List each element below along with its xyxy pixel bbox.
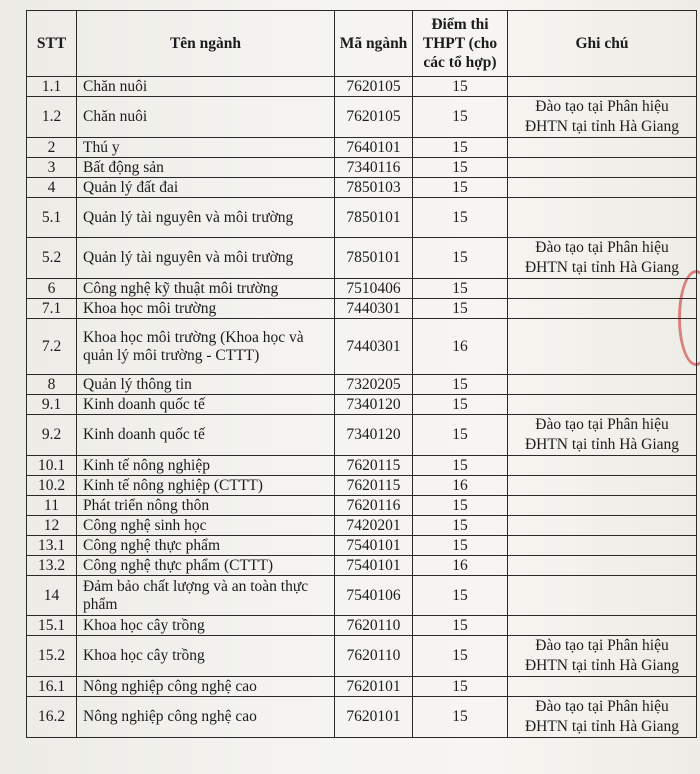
- cell-score: 15: [413, 697, 508, 738]
- table-row: [27, 616, 697, 636]
- cell-code: 7340116: [335, 158, 413, 178]
- cell-stt: 7.2: [27, 319, 77, 375]
- cell-note: Đào tạo tại Phân hiệu ĐHTN tại tỉnh Hà Giang: [508, 97, 697, 138]
- cell-name: Kinh doanh quốc tế: [77, 415, 335, 456]
- cell-code: 7340120: [335, 415, 413, 456]
- cell-stt: 13.1: [27, 536, 77, 556]
- cell-note: [508, 677, 697, 697]
- cell-name: Bất động sản: [77, 158, 335, 178]
- cell-score: 16: [413, 556, 508, 576]
- table-row: [27, 319, 697, 375]
- header-score: Điểm thi THPT (cho các tổ hợp): [413, 11, 508, 77]
- header-code: Mã ngành: [335, 11, 413, 77]
- cell-score: 15: [413, 516, 508, 536]
- cell-stt: 7.1: [27, 299, 77, 319]
- cell-stt: 15.1: [27, 616, 77, 636]
- cell-score: 15: [413, 636, 508, 677]
- cell-stt: 16.2: [27, 697, 77, 738]
- cell-name: Công nghệ thực phẩm: [77, 536, 335, 556]
- cell-note: [508, 395, 697, 415]
- cell-code: 7620116: [335, 496, 413, 516]
- table-row: [27, 476, 697, 496]
- cell-name: Chăn nuôi: [77, 77, 335, 97]
- cell-note: Đào tạo tại Phân hiệu ĐHTN tại tỉnh Hà Giang: [508, 415, 697, 456]
- cell-name: Quản lý tài nguyên và môi trường: [77, 198, 335, 238]
- cell-code: 7850103: [335, 178, 413, 198]
- table-row: [27, 556, 697, 576]
- cell-code: 7320205: [335, 375, 413, 395]
- table-row: [27, 697, 697, 738]
- header-note: Ghi chú: [508, 11, 697, 77]
- cell-score: 15: [413, 158, 508, 178]
- table-row: [27, 636, 697, 677]
- cell-note: [508, 476, 697, 496]
- table-row: [27, 299, 697, 319]
- table-header-row: [27, 11, 697, 77]
- cell-note: [508, 279, 697, 299]
- cell-note: [508, 299, 697, 319]
- table-row: [27, 279, 697, 299]
- cell-code: 7340120: [335, 395, 413, 415]
- table-row: [27, 536, 697, 556]
- table-row: [27, 77, 697, 97]
- cell-name: Kinh tế nông nghiệp: [77, 456, 335, 476]
- cell-code: 7510406: [335, 279, 413, 299]
- cell-note: [508, 536, 697, 556]
- cell-name: Khoa học môi trường: [77, 299, 335, 319]
- cell-name: Đảm bảo chất lượng và an toàn thực phẩm: [77, 576, 335, 616]
- cell-stt: 9.1: [27, 395, 77, 415]
- cell-name: Quản lý đất đai: [77, 178, 335, 198]
- cell-code: 7540101: [335, 536, 413, 556]
- cell-name: Phát triển nông thôn: [77, 496, 335, 516]
- cell-code: 7620110: [335, 616, 413, 636]
- cell-note: [508, 319, 697, 375]
- cell-score: 16: [413, 319, 508, 375]
- cell-code: 7620105: [335, 77, 413, 97]
- cell-note: [508, 456, 697, 476]
- cell-code: 7620115: [335, 476, 413, 496]
- cell-stt: 12: [27, 516, 77, 536]
- cell-stt: 6: [27, 279, 77, 299]
- header-name: Tên ngành: [77, 11, 335, 77]
- cell-stt: 11: [27, 496, 77, 516]
- cell-name: Quản lý tài nguyên và môi trường: [77, 238, 335, 279]
- table-row: [27, 178, 697, 198]
- table-row: [27, 516, 697, 536]
- cell-name: Chăn nuôi: [77, 97, 335, 138]
- header-stt: STT: [27, 11, 77, 77]
- cell-code: 7420201: [335, 516, 413, 536]
- cell-note: [508, 516, 697, 536]
- cell-score: 16: [413, 476, 508, 496]
- cell-name: Thú y: [77, 138, 335, 158]
- table-row: [27, 395, 697, 415]
- cell-name: Khoa học cây trồng: [77, 616, 335, 636]
- cell-stt: 13.2: [27, 556, 77, 576]
- cell-name: Công nghệ thực phẩm (CTTT): [77, 556, 335, 576]
- cell-score: 15: [413, 178, 508, 198]
- cell-note: [508, 198, 697, 238]
- cell-score: 15: [413, 238, 508, 279]
- cell-code: 7850101: [335, 198, 413, 238]
- cell-stt: 14: [27, 576, 77, 616]
- admission-score-table: [26, 10, 697, 738]
- cell-score: 15: [413, 415, 508, 456]
- cell-score: 15: [413, 677, 508, 697]
- cell-stt: 10.1: [27, 456, 77, 476]
- cell-score: 15: [413, 138, 508, 158]
- cell-code: 7440301: [335, 299, 413, 319]
- cell-score: 15: [413, 456, 508, 476]
- cell-name: Công nghệ kỹ thuật môi trường: [77, 279, 335, 299]
- cell-code: 7620105: [335, 97, 413, 138]
- cell-score: 15: [413, 77, 508, 97]
- cell-code: 7620110: [335, 636, 413, 677]
- cell-code: 7540101: [335, 556, 413, 576]
- cell-score: 15: [413, 279, 508, 299]
- table-row: [27, 238, 697, 279]
- cell-stt: 9.2: [27, 415, 77, 456]
- cell-note: [508, 138, 697, 158]
- cell-name: Khoa học cây trồng: [77, 636, 335, 677]
- cell-stt: 3: [27, 158, 77, 178]
- cell-score: 15: [413, 395, 508, 415]
- cell-stt: 10.2: [27, 476, 77, 496]
- table-row: [27, 158, 697, 178]
- cell-code: 7540106: [335, 576, 413, 616]
- cell-name: Nông nghiệp công nghệ cao: [77, 677, 335, 697]
- cell-stt: 1.2: [27, 97, 77, 138]
- cell-name: Kinh doanh quốc tế: [77, 395, 335, 415]
- cell-note: [508, 616, 697, 636]
- cell-stt: 5.2: [27, 238, 77, 279]
- cell-score: 15: [413, 496, 508, 516]
- cell-note: [508, 158, 697, 178]
- cell-name: Công nghệ sinh học: [77, 516, 335, 536]
- cell-score: 15: [413, 299, 508, 319]
- table-row: [27, 97, 697, 138]
- cell-note: Đào tạo tại Phân hiệu ĐHTN tại tỉnh Hà Giang: [508, 636, 697, 677]
- cell-name: Quản lý thông tin: [77, 375, 335, 395]
- table-row: [27, 375, 697, 395]
- cell-name: Nông nghiệp công nghệ cao: [77, 697, 335, 738]
- cell-stt: 5.1: [27, 198, 77, 238]
- cell-stt: 15.2: [27, 636, 77, 677]
- table-row: [27, 496, 697, 516]
- cell-score: 15: [413, 97, 508, 138]
- cell-score: 15: [413, 576, 508, 616]
- cell-score: 15: [413, 536, 508, 556]
- table-row: [27, 456, 697, 476]
- cell-name: Khoa học môi trường (Khoa học và quản lý môi trường - CTTT): [77, 319, 335, 375]
- table-body: [27, 77, 697, 738]
- cell-code: 7620115: [335, 456, 413, 476]
- cell-stt: 8: [27, 375, 77, 395]
- cell-code: 7620101: [335, 697, 413, 738]
- cell-stt: 4: [27, 178, 77, 198]
- cell-note: [508, 576, 697, 616]
- table-row: [27, 198, 697, 238]
- cell-note: [508, 496, 697, 516]
- cell-code: 7620101: [335, 677, 413, 697]
- cell-score: 15: [413, 198, 508, 238]
- cell-stt: 2: [27, 138, 77, 158]
- cell-note: [508, 375, 697, 395]
- table-row: [27, 138, 697, 158]
- cell-score: 15: [413, 616, 508, 636]
- cell-name: Kinh tế nông nghiệp (CTTT): [77, 476, 335, 496]
- cell-note: [508, 178, 697, 198]
- cell-code: 7850101: [335, 238, 413, 279]
- cell-stt: 1.1: [27, 77, 77, 97]
- cell-code: 7640101: [335, 138, 413, 158]
- cell-note: [508, 77, 697, 97]
- cell-code: 7440301: [335, 319, 413, 375]
- cell-note: Đào tạo tại Phân hiệu ĐHTN tại tỉnh Hà Giang: [508, 238, 697, 279]
- cell-score: 15: [413, 375, 508, 395]
- cell-note: Đào tạo tại Phân hiệu ĐHTN tại tỉnh Hà Giang: [508, 697, 697, 738]
- table-row: [27, 415, 697, 456]
- table-row: [27, 677, 697, 697]
- cell-note: [508, 556, 697, 576]
- cell-stt: 16.1: [27, 677, 77, 697]
- table-row: [27, 576, 697, 616]
